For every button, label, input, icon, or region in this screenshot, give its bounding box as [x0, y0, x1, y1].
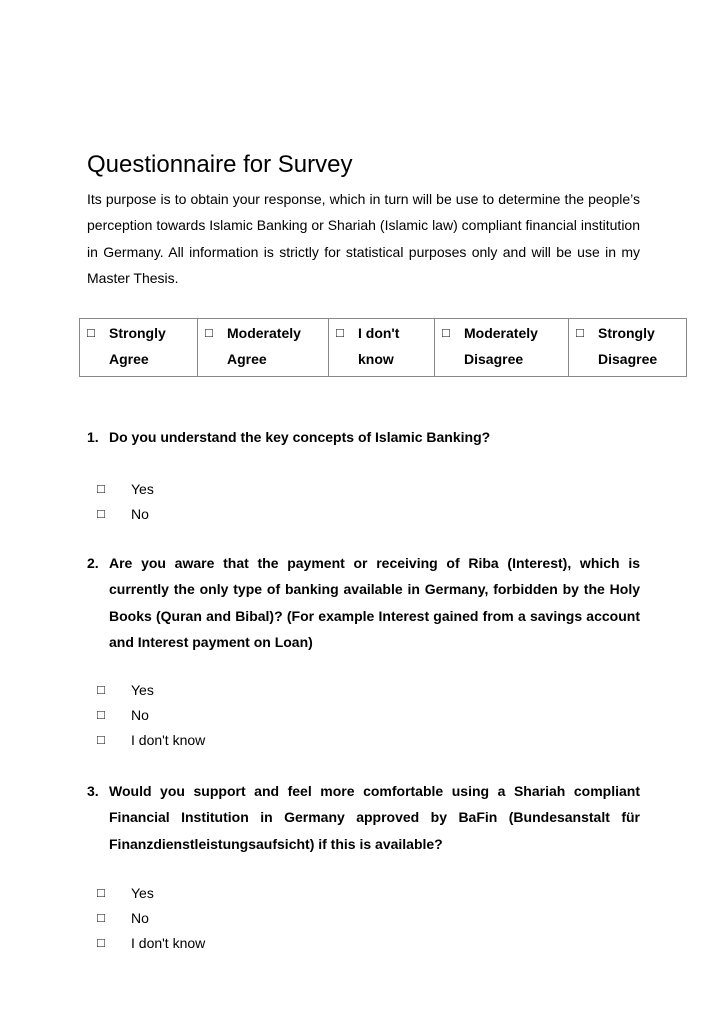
answer-option[interactable] [97, 702, 205, 727]
answer-option[interactable] [97, 501, 154, 526]
answer-option[interactable] [97, 727, 205, 752]
scale-label-line1: I don't [358, 325, 400, 341]
scale-label-line1: Strongly [109, 325, 166, 341]
checkbox-icon[interactable]: □ [97, 480, 105, 496]
answer-label: Yes [131, 480, 154, 497]
question-number: 1. [87, 429, 99, 445]
question-text: Do you understand the key concepts of Islamic Banking? [109, 429, 491, 445]
answer-label: No [131, 505, 149, 522]
scale-label-line2: Disagree [598, 351, 658, 367]
scale-label-line1: Strongly [598, 325, 655, 341]
scale-label-line2: Agree [109, 351, 149, 367]
checkbox-icon[interactable]: □ [442, 325, 450, 340]
intro-paragraph [87, 186, 640, 291]
answer-option[interactable] [97, 930, 205, 955]
answer-option[interactable] [97, 677, 205, 702]
question-text: Would you support and feel more comfortable using a Shariah compliant Financial Institution in Germany approved by BaFin (Bundesanstalt für Finanzdienstleistungsaufsicht) if this is available? [109, 783, 640, 852]
question-3-answers [97, 880, 205, 955]
checkbox-icon[interactable]: □ [336, 325, 344, 340]
answer-label: Yes [131, 681, 154, 698]
checkbox-icon[interactable]: □ [97, 909, 105, 925]
scale-label-line1: Moderately [227, 325, 301, 341]
scale-option-dont-know[interactable] [329, 319, 435, 377]
scale-label-line2: Agree [227, 351, 267, 367]
checkbox-icon[interactable]: □ [97, 731, 105, 747]
answer-label: I don't know [131, 731, 206, 748]
answer-label: No [131, 706, 149, 723]
answer-label: No [131, 909, 149, 926]
scale-option-strongly-disagree[interactable] [569, 319, 687, 377]
scale-label-line2: Disagree [464, 351, 524, 367]
checkbox-icon[interactable]: □ [97, 505, 105, 521]
answer-label: I don't know [131, 934, 206, 951]
answer-option[interactable] [97, 880, 205, 905]
answer-label: Yes [131, 884, 154, 901]
checkbox-icon[interactable]: □ [97, 681, 105, 697]
scale-label-line1: Moderately [464, 325, 538, 341]
scale-option-moderately-agree[interactable] [198, 319, 329, 377]
checkbox-icon[interactable]: □ [576, 325, 584, 340]
question-2-answers [97, 677, 205, 752]
question-number: 2. [87, 555, 99, 571]
question-number: 3. [87, 783, 99, 799]
checkbox-icon[interactable]: □ [205, 325, 213, 340]
scale-option-moderately-disagree[interactable] [435, 319, 569, 377]
document-title: Questionnaire for Survey [87, 151, 353, 178]
rating-scale-table [79, 318, 687, 377]
checkbox-icon[interactable]: □ [97, 706, 105, 722]
checkbox-icon[interactable]: □ [97, 934, 105, 950]
checkbox-icon[interactable]: □ [97, 884, 105, 900]
question-1-answers [97, 476, 154, 526]
answer-option[interactable] [97, 476, 154, 501]
scale-option-strongly-agree[interactable] [80, 319, 198, 377]
question-text: Are you aware that the payment or receiving of Riba (Interest), which is currently the only type of banking available in Germany, forbidden by the Holy Books (Quran and Bibal)? (For example Interest gained from a savings account and Interest payment on Loan) [109, 555, 640, 650]
checkbox-icon[interactable]: □ [87, 325, 95, 340]
scale-label-line2: know [358, 351, 394, 367]
intro-text: Its purpose is to obtain your response, which in turn will be use to determine the people’s perception towards Islamic Banking or Shariah (Islamic law) compliant financial institution in Germany. All information is strictly for statistical purposes only and will be use in my Master Thesis. [87, 191, 640, 286]
answer-option[interactable] [97, 905, 205, 930]
